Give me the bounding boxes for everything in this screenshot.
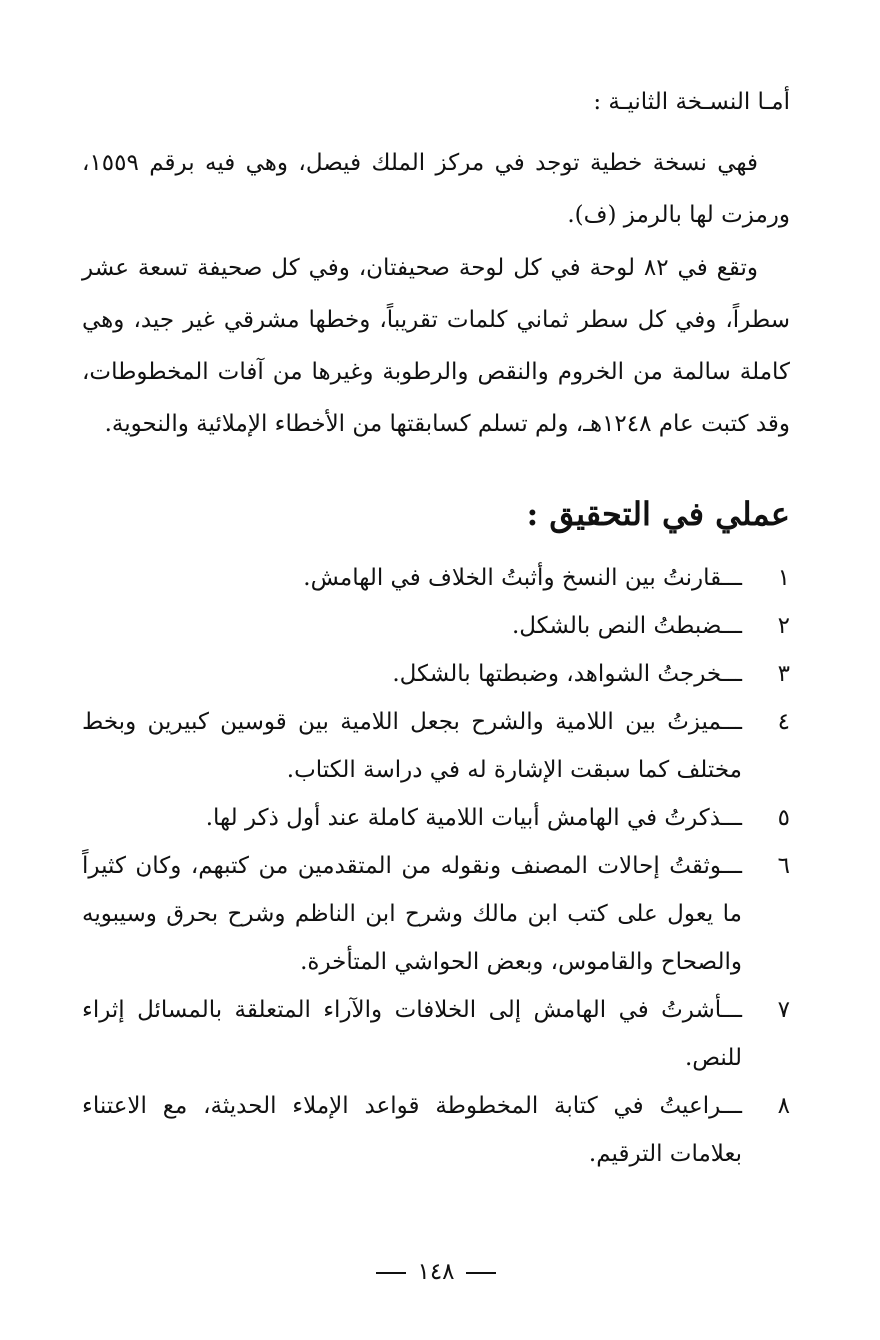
list-item bbox=[82, 794, 790, 842]
list-item-text: ـــ أشرتُ في الهامش إلى الخلافات والآراء المتعلقة بالمسائل إثراء للنص. bbox=[82, 997, 742, 1071]
list-item-number: ٥ bbox=[777, 805, 790, 831]
list-item bbox=[82, 650, 790, 698]
list-item bbox=[82, 1082, 790, 1178]
section-title-my-work: عملي في التحقيق : bbox=[526, 495, 790, 533]
paragraph-copy-location: فهي نسخة خطية توجد في مركز الملك فيصل، وهي فيه برقم ١٥٥٩، ورمزت لها بالرمز (ف). bbox=[82, 150, 790, 228]
list-item bbox=[82, 698, 790, 794]
list-item bbox=[82, 986, 790, 1082]
list-item bbox=[82, 554, 790, 602]
list-item-number: ١ bbox=[777, 565, 790, 591]
page-number bbox=[82, 1256, 790, 1288]
list-item-text: ـــ قارنتُ بين النسخ وأثبتُ الخلاف في الهامش. bbox=[303, 565, 742, 591]
document-page bbox=[82, 0, 790, 1340]
list-item-text: ـــ راعيتُ في كتابة المخطوطة قواعد الإملاء الحديثة، مع الاعتناء بعلامات الترقيم. bbox=[82, 1093, 742, 1167]
list-item-number: ٣ bbox=[777, 661, 790, 687]
page-number-dash bbox=[466, 1272, 496, 1274]
list-item-text: ـــ ميزتُ بين اللامية والشرح بجعل اللامية بين قوسين كبيرين وبخط مختلف كما سبقت الإشارة له في دراسة الكتاب. bbox=[82, 709, 742, 783]
list-item-text: ـــ خرجتُ الشواهد، وضبطتها بالشكل. bbox=[392, 661, 742, 687]
list-item-text: ـــ وثقتُ إحالات المصنف ونقوله من المتقدمين من كتبهم، وكان كثيراً ما يعول على كتب ابن مالك وشرح ابن الناظم وشرح بحرق وسيبويه والصحاح والقاموس، وبعض الحواشي المتأخرة. bbox=[82, 853, 742, 975]
work-steps-list bbox=[82, 554, 790, 1178]
list-item-number: ٨ bbox=[777, 1093, 790, 1119]
list-item-text: ـــ ذكرتُ في الهامش أبيات اللامية كاملة عند أول ذكر لها. bbox=[206, 805, 742, 831]
list-item bbox=[82, 842, 790, 986]
list-item-number: ٦ bbox=[777, 853, 790, 879]
list-item-number: ٢ bbox=[777, 613, 790, 639]
list-item-text: ـــ ضبطتُ النص بالشكل. bbox=[512, 613, 742, 639]
list-item bbox=[82, 602, 790, 650]
list-item-number: ٤ bbox=[777, 709, 790, 735]
page-number-dash bbox=[376, 1272, 406, 1274]
paragraph-copy-description: وتقع في ٨٢ لوحة في كل لوحة صحيفتان، وفي كل صحيفة تسعة عشر سطراً، وفي كل سطر ثماني كلمات تقريباً، وخطها مشرقي غير جيد، وهي كاملة سالمة من الخروم والنقص والرطوبة وغيرها من آفات المخطوطات، وقد كتبت عام ١٢٤٨هـ، ولم تسلم كسابقتها من الأخطاء الإملائية والنحوية. bbox=[82, 255, 790, 437]
list-item-number: ٧ bbox=[777, 997, 790, 1023]
subheading-second-copy: أمـا النسـخة الثانيـة : bbox=[593, 89, 790, 115]
page-number-value: ١٤٨ bbox=[417, 1259, 455, 1285]
